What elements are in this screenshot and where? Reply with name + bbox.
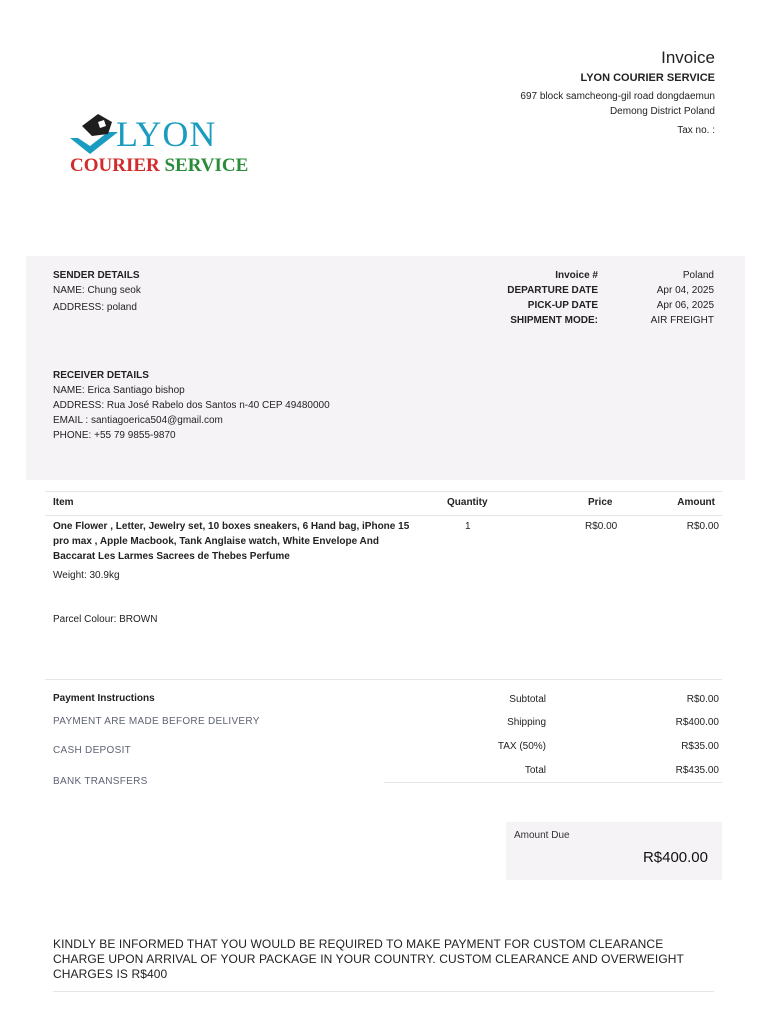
tax-number: Tax no. : [677,125,715,136]
shipping-label: Shipping [507,717,546,728]
receiver-address: ADDRESS: Rua José Rabelo dos Santos n-40 CEP 49480000 [53,400,330,411]
company-logo [68,112,258,182]
item-parcel-colour: Parcel Colour: BROWN [53,614,158,625]
payment-instructions-heading: Payment Instructions [53,693,155,704]
receiver-heading: RECEIVER DETAILS [53,370,149,381]
subtotal-label: Subtotal [509,694,546,705]
departure-date-label: DEPARTURE DATE [507,285,598,296]
amount-due-box [506,822,722,880]
payment-item-bank-transfers: BANK TRANSFERS [53,776,148,787]
tax-value: R$35.00 [681,741,719,752]
company-address-line1: 697 block samcheong-gil road dongdaemun [520,91,715,102]
item-quantity: 1 [465,521,471,532]
item-description: One Flower , Letter, Jewelry set, 10 boxes sneakers, 6 Hand bag, iPhone 15 pro max , Apple Macbook, Tank Anglaise watch, White Envelope And Baccarat Les Larmes Sacrees de Thebes Perfume [53,521,410,562]
receiver-name: NAME: Erica Santiago bishop [53,385,185,396]
payment-item-before-delivery: PAYMENT ARE MADE BEFORE DELIVERY [53,716,260,727]
logo-subtitle-part2: SERVICE [164,155,249,176]
item-price: R$0.00 [585,521,618,532]
departure-date-value: Apr 04, 2025 [656,285,714,296]
logo-subtitle [70,156,248,175]
item-weight: Weight: 30.9kg [53,570,120,581]
subtotal-value: R$0.00 [686,694,719,705]
sender-address: ADDRESS: poland [53,302,137,313]
receiver-phone: PHONE: +55 79 9855-9870 [53,430,176,441]
invoice-title: Invoice [661,48,715,67]
company-address-line2: Demong District Poland [609,106,715,117]
table-top-divider [45,491,722,492]
payment-item-cash-deposit: CASH DEPOSIT [53,745,132,756]
table-header-divider [45,515,722,516]
item-amount: R$0.00 [686,521,719,532]
total-label: Total [524,765,546,776]
sender-name: NAME: Chung seok [53,285,141,296]
table-bottom-divider [45,679,722,680]
shipment-mode-value: AIR FREIGHT [650,315,714,326]
pickup-date-value: Apr 06, 2025 [656,300,714,311]
shipping-value: R$400.00 [675,717,719,728]
totals-divider [384,782,722,783]
receiver-email: EMAIL : santiagoerica504@gmail.com [53,415,223,426]
column-header-quantity: Quantity [447,497,488,508]
column-header-price: Price [588,497,613,508]
custom-clearance-notice: KINDLY BE INFORMED THAT YOU WOULD BE REQUIRED TO MAKE PAYMENT FOR CUSTOM CLEARANCE CHARGE UPON ARRIVAL OF YOUR PACKAGE IN YOUR COUNTRY. CUSTOM CLEARANCE AND OVERWEIGHT CHARGES IS R$400 [53,937,684,981]
amount-due-label: Amount Due [514,830,570,841]
tax-label: TAX (50%) [497,741,546,752]
shipment-mode-label: SHIPMENT MODE: [510,315,598,326]
logo-subtitle-part1: COURIER [70,155,160,176]
invoice-number-label: Invoice # [555,270,598,281]
column-header-amount: Amount [677,497,715,508]
column-header-item: Item [53,497,74,508]
company-name: LYON COURIER SERVICE [580,72,715,84]
logo-wordmark: LYON [116,114,217,154]
pickup-date-label: PICK-UP DATE [527,300,598,311]
total-value: R$435.00 [675,765,719,776]
amount-due-value: R$400.00 [642,849,708,866]
invoice-number-value: Poland [682,270,714,281]
sender-heading: SENDER DETAILS [53,270,140,281]
footer-divider [53,991,714,992]
